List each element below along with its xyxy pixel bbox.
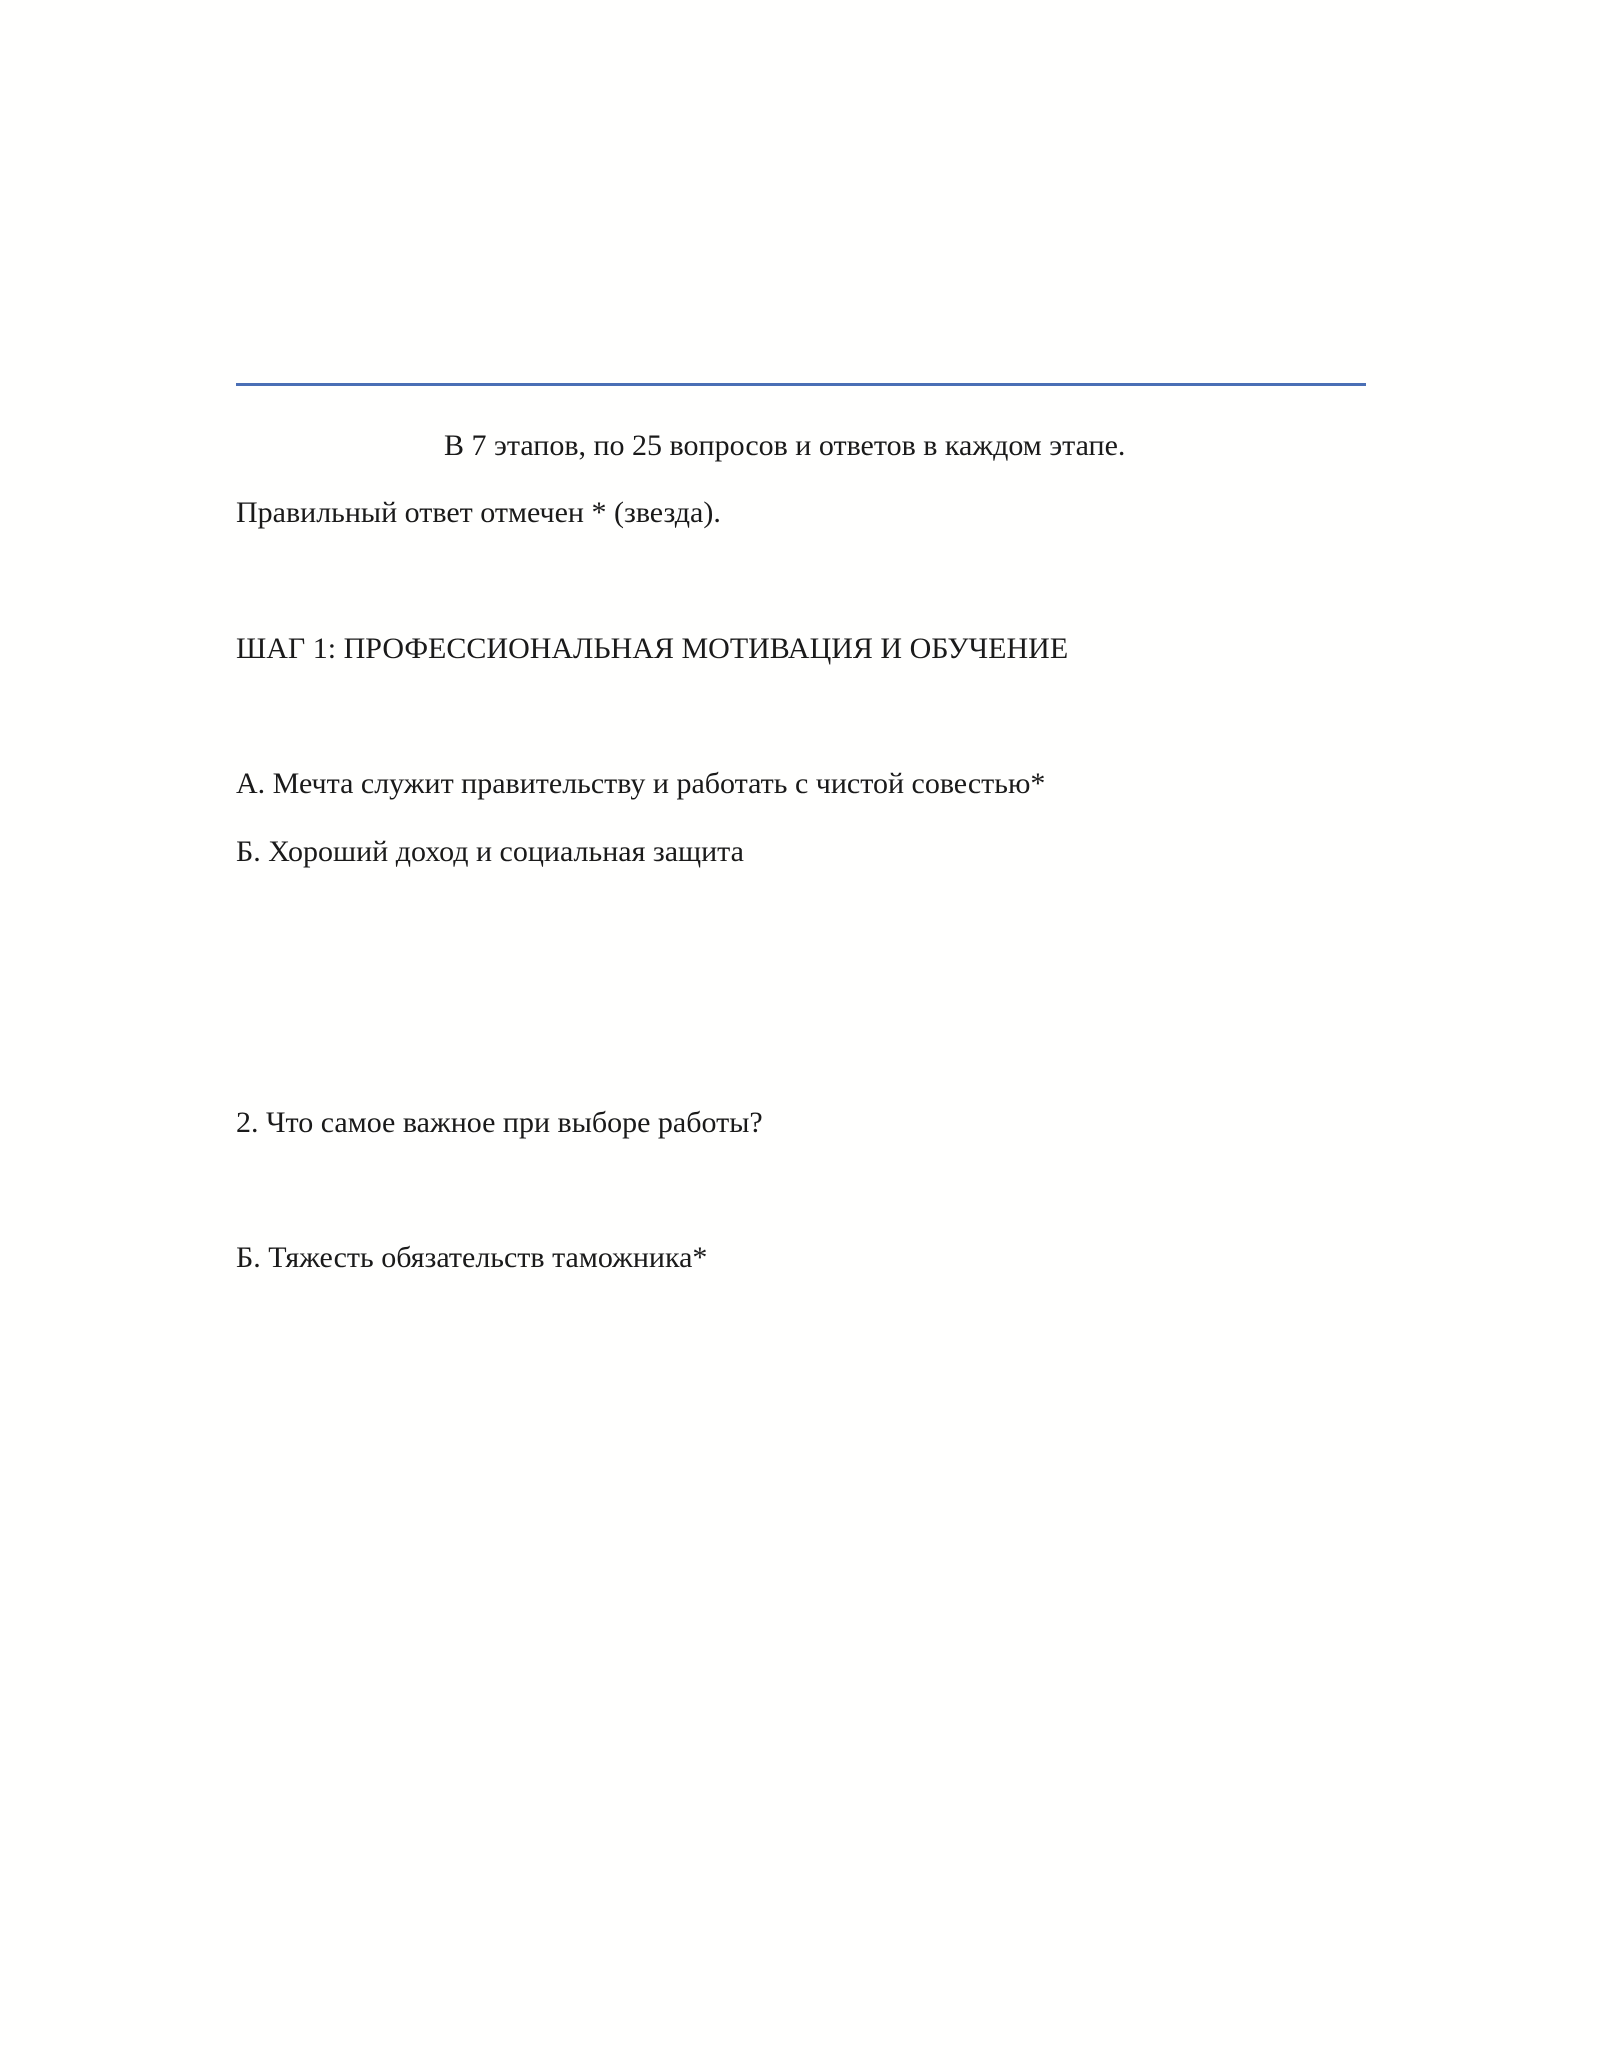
answer-option: А. Мечта служит правительству и работать с чистой совестью* bbox=[236, 767, 1046, 800]
step-heading: ШАГ 1: ПРОФЕССИОНАЛЬНАЯ МОТИВАЦИЯ И ОБУЧЕНИЕ bbox=[236, 632, 1069, 665]
header-divider bbox=[236, 383, 1366, 386]
answer-option: Б. Хороший доход и социальная защита bbox=[236, 835, 744, 868]
intro-text: В 7 этапов, по 25 вопросов и ответов в каждом этапе. bbox=[444, 429, 1126, 462]
answer-option: Б. Тяжесть обязательств таможника* bbox=[236, 1241, 708, 1274]
question-text: 2. Что самое важное при выборе работы? bbox=[236, 1106, 763, 1139]
note-text: Правильный ответ отмечен * (звезда). bbox=[236, 496, 721, 529]
